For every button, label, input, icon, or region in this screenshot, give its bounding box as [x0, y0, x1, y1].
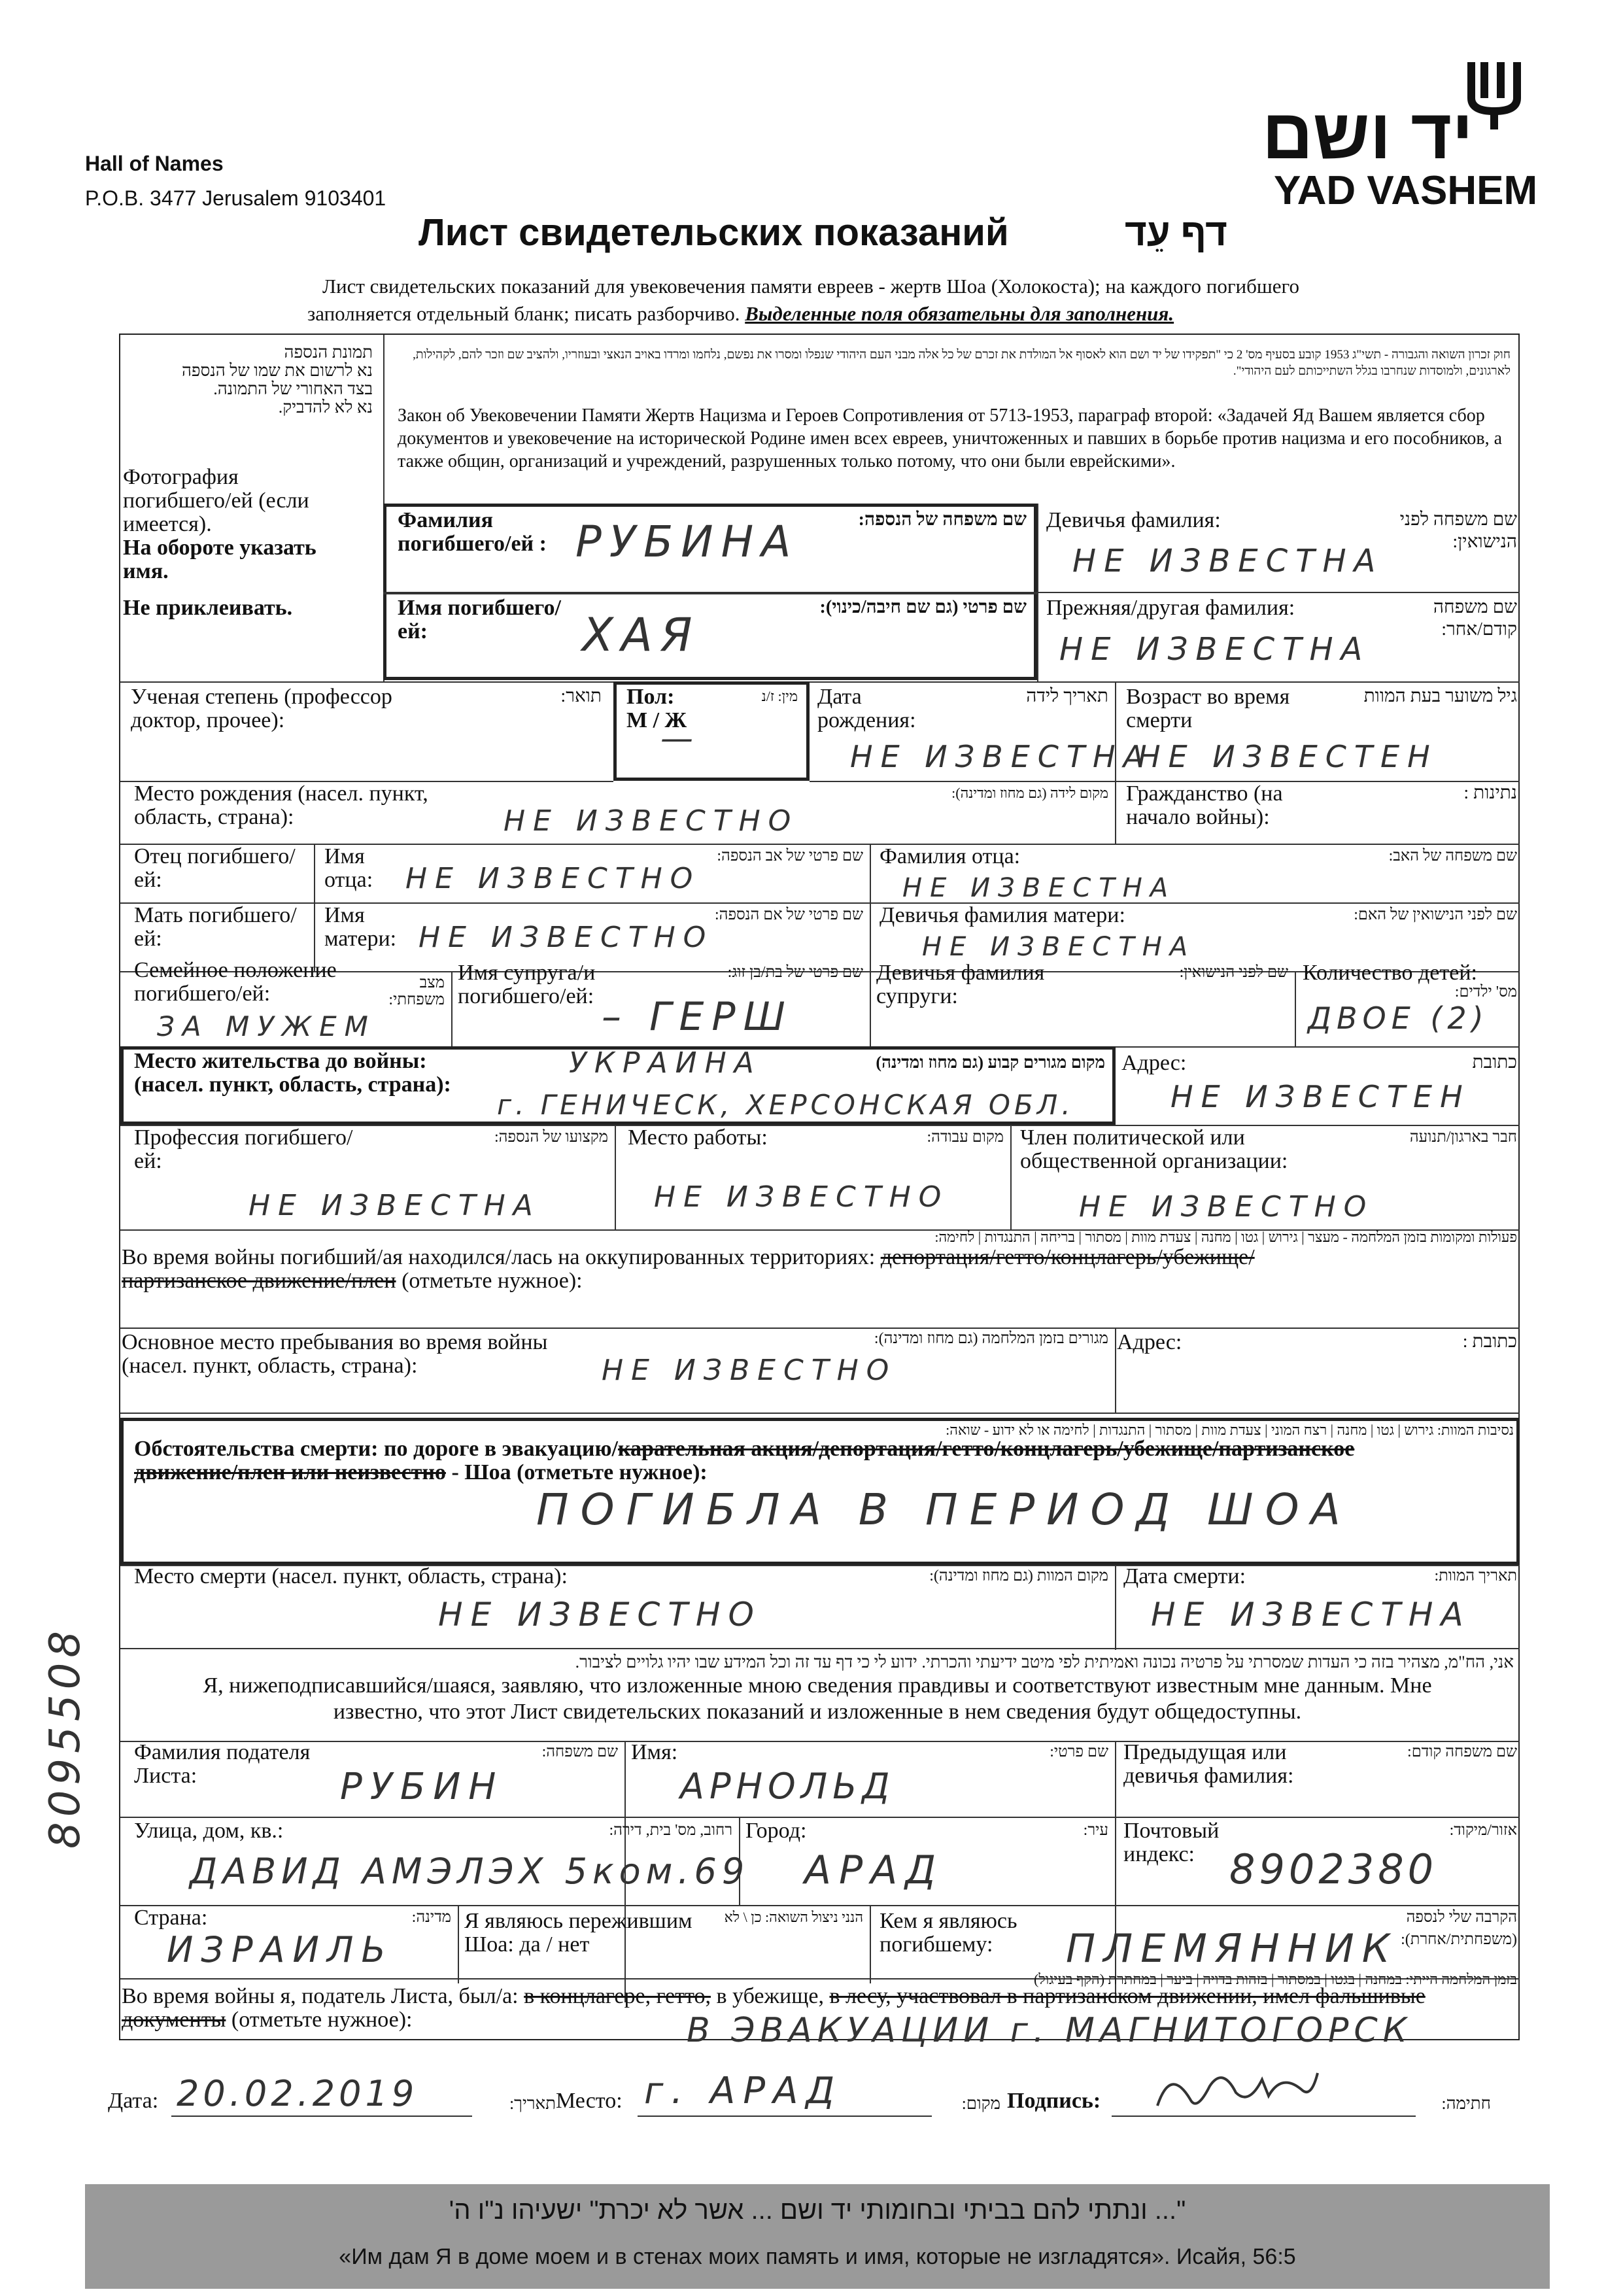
law-russian: Закон об Увековечении Памяти Жертв Нацизма и Героев Сопротивления от 5713-1953, параграф второй: «Задачей Яд Вашем является сбор документов и увековечение на исторической Родине имен всех евреев, уничтоженных и павших в борьбе против нацизма и его пособников, а также общин, организаций и учреждений, разрушенных только потому, что они были еврейскими». [398, 405, 1503, 471]
profession-value: НЕ ИЗВЕСТНА [248, 1189, 541, 1222]
sex-value: — [660, 719, 701, 757]
war-place-he: מגורים בזמן המלחמה (גם מחוז ומדינה): [874, 1330, 1108, 1347]
submitter-city-he: עיר: [1083, 1822, 1108, 1839]
divider [1115, 1328, 1116, 1413]
spouse-he: שם פרטי של בת/בן זוג: [727, 964, 863, 981]
photo-ru-2: погибшего/ей (если [123, 488, 309, 513]
death-circumstances-value: ПОГИБЛА В ПЕРИОД ШОА [536, 1484, 1352, 1535]
mother-maiden-he: שם לפני הנישואין של האם: [1354, 906, 1517, 923]
form-title-he: דף עֵד [1125, 211, 1227, 254]
address-he: כתובת [1472, 1052, 1517, 1072]
war-he: פעולות ומקומות בזמן המלחמה - מעצר | גירוש | גטו | מחנה | צעדת מוות | מסתור | בריחה | התנגדות | לחימה: [934, 1229, 1517, 1245]
workplace-he: מקום עבודה: [927, 1129, 1004, 1146]
residence-city: г. ГЕНИЧЕСК, ХЕРСОНСКАЯ ОБЛ. [497, 1089, 1074, 1121]
war-strike-2: партизанское движение/плен [122, 1269, 396, 1293]
divider [120, 1817, 1520, 1818]
submitter-prev-he: שם משפחה קודם: [1407, 1743, 1517, 1760]
birthplace-label: Место рождения (насел. пункт, область, страна): [134, 781, 428, 829]
divider [120, 1413, 1520, 1414]
victim-name-he: שם פרטי (גם שם חיבה/כינוי): [819, 597, 1027, 617]
divider [120, 681, 1520, 683]
sign-he: חתימה: [1441, 2094, 1491, 2113]
photo-instructions [123, 466, 378, 620]
submitter-street-label: Улица, дом, кв.: [134, 1819, 284, 1843]
war-text-2: (отметьте нужное): [401, 1269, 583, 1293]
divider [458, 1905, 459, 1983]
age-value: НЕ ИЗВЕСТЕН [1138, 739, 1438, 774]
submitter-war-label-3: (отметьте нужное): [231, 2008, 413, 2032]
address-value: НЕ ИЗВЕСТЕН [1170, 1079, 1471, 1114]
workplace-value: НЕ ИЗВЕСТНО [654, 1180, 949, 1214]
submitter-city-label: Город: [745, 1819, 807, 1843]
submitter-prev-label: Предыдущая или девичья фамилия: [1123, 1740, 1294, 1788]
submitter-war-label-2: в убежище, [716, 1984, 824, 2008]
war-address-label: Адрес: [1117, 1330, 1182, 1354]
mother-maiden-label: Девичья фамилия матери: [880, 903, 1125, 927]
victim-maiden-label: Девичья фамилия: [1046, 508, 1221, 532]
submitter-name-he: שם פרטי: [1050, 1743, 1108, 1760]
father-label: Отец погибшего/ей: [134, 844, 296, 892]
death-label-2: - Шоа (отметьте нужное): [445, 1460, 708, 1484]
divider [1037, 592, 1520, 593]
relation-value: ПЛЕМЯННИК [1066, 1926, 1398, 1972]
survivor-label: Я являюсь пережившим Шоа: да / нет [464, 1909, 692, 1957]
photo-ru-6: Не приклеивать. [123, 596, 293, 620]
victim-surname-value: РУБИНА [575, 517, 799, 567]
degree-label: Ученая степень (профессор доктор, прочее): [131, 685, 392, 732]
divider [615, 1125, 616, 1229]
subtitle-bold: Выделенные поля обязательны для заполнения. [745, 302, 1174, 325]
spouse-value: – ГЕРШ [602, 994, 793, 1040]
logo-english: YAD VASHEM [1274, 168, 1538, 213]
submitter-war-strike-2: в лесу, участвовал в партизанском движении, имел фальшивые документы [122, 1984, 1426, 2032]
survivor-he: הנני ניצול השואה: כן \ לא [724, 1909, 863, 1925]
signature-mark [1151, 2060, 1321, 2119]
sign-place-label: Место: [556, 2089, 623, 2113]
profession-he: מקצועו של הנספה: [494, 1129, 608, 1146]
victim-prev-value: НЕ ИЗВЕСТНА [1059, 631, 1371, 668]
sign-label: Подпись: [1007, 2089, 1101, 2113]
sign-date-value: 20.02.2019 [177, 2073, 419, 2114]
divider [314, 844, 315, 971]
dob-label: Дата рождения: [817, 685, 916, 732]
divider [1116, 1046, 1520, 1048]
margin-number: 8095508 [41, 1625, 90, 1849]
photo-ru-5: имя. [123, 559, 169, 583]
submitter-war-he: בזמן המלחמה הייתי: במחנה | בגטו | במסתור | בזהות בדויה | ביער | במחתרת (הקף בעיגול) [1034, 1971, 1517, 1987]
war-place-value: НЕ ИЗВЕСТНО [602, 1354, 897, 1387]
father-surname-he: שם משפחה של האב: [1388, 848, 1517, 865]
form-title-ru: Лист свидетельских показаний [419, 211, 1009, 254]
footer-he: "... ונתתי להם בביתי ובחומותי יד ושם ... אשר לא יכרת" ישעיהו נ"ו ה' [449, 2196, 1186, 2225]
citizenship-he: נתינות : [1463, 783, 1517, 803]
photo-hebrew [124, 343, 373, 417]
death-label-1: Обстоятельства смерти: по дороге в эвакуацию/ [134, 1437, 618, 1461]
victim-surname-he: שם משפחה של הנספה: [858, 509, 1027, 530]
workplace-label: Место работы: [628, 1125, 768, 1150]
declaration-ru: Я, нижеподписавшийся/шаяся, заявляю, что изложенные мною сведения правдивы и соответствуют известным мне данным. Мне известно, что этот Лист свидетельских показаний и изложенные в нем сведения будут общедоступны. [203, 1673, 1432, 1724]
org-he: חבר בארגון/תנועה [1409, 1129, 1517, 1146]
submitter-country-label: Страна: [134, 1906, 208, 1930]
death-date-he: תאריך המוות: [1434, 1568, 1517, 1585]
submitter-war-strike-1: в концлагере, гетто, [524, 1984, 711, 2008]
divider [451, 971, 453, 1046]
children-value: ДВОЕ (2) [1308, 1001, 1489, 1036]
mother-name-value: НЕ ИЗВЕСТНО [419, 921, 714, 954]
victim-prev-he: שם משפחה קודם/אחר: [1433, 597, 1517, 640]
death-he: נסיבות המוות: גירוש | גטו | מחנה | רצח המוני | צעדת מוות | מסתור | התנגדות | לחימה או לא ידוע - שואה: [946, 1422, 1514, 1438]
submitter-zip-value: 8902380 [1229, 1845, 1438, 1893]
mother-label: Мать погибшего/ей: [134, 903, 297, 951]
photo-he-4: נא לא להדביק. [278, 398, 373, 417]
mother-name-label: Имя матери: [324, 903, 397, 951]
citizenship-label: Гражданство (на начало войны): [1126, 781, 1283, 829]
divider [1115, 781, 1116, 844]
photo-he-2: נא לרשום את שמו של הנספה [181, 361, 373, 380]
photo-ru-3: имеется). [123, 512, 212, 536]
dob-he: תאריך לידה [1026, 686, 1108, 706]
death-strike-2: движение/плен или неизвестно [134, 1460, 446, 1484]
degree-he: תואר: [560, 686, 602, 706]
spouse-maiden-label: Девичья фамилия супруги: [876, 961, 1045, 1008]
submitter-name-label: Имя: [631, 1740, 678, 1764]
war-strike-1: депортация/гетто/концлагерь/убежище/ [880, 1245, 1255, 1269]
spouse-label: Имя супруга/и погибшего/ей: [458, 961, 596, 1008]
divider [1115, 1565, 1116, 1650]
victim-maiden-he: שם משפחה לפני הנישואין: [1399, 509, 1517, 552]
submitter-war-value: В ЭВАКУАЦИИ г. МАГНИТОГОРСК [687, 2011, 1412, 2050]
divider [870, 971, 871, 1046]
submitter-zip-label: Почтовый индекс: [1123, 1819, 1220, 1866]
yad-vashem-logo [1262, 59, 1576, 216]
sex-label: Пол: М / Ж [626, 685, 687, 732]
sex-he: מין: ז/נ [761, 688, 798, 704]
death-date-value: НЕ ИЗВЕСТНА [1151, 1596, 1471, 1634]
divider [383, 592, 1037, 594]
children-label: Количество детей: [1303, 961, 1477, 985]
submitter-street-value: ДАВИД АМЭЛЭХ 5ком.69 [190, 1851, 750, 1892]
photo-he-1: תמונת הנספה [284, 343, 373, 362]
death-place-label: Место смерти (насел. пункт, область, страна): [134, 1564, 568, 1588]
death-circumstances-label [134, 1437, 1514, 1484]
hall-of-names: Hall of Names [85, 152, 224, 175]
sign-place-he: מקום: [961, 2094, 1000, 2113]
photo-he-3: בצד האחורי של התמונה. [213, 379, 373, 398]
subtitle-text: заполняется отдельный бланк; писать разборчиво. [307, 302, 740, 325]
photo-ru-4: На обороте указать [123, 536, 316, 560]
divider [120, 1648, 1520, 1649]
marital-he: מצב משפחתי: [388, 974, 445, 1008]
mother-maiden-value: НЕ ИЗВЕСТНА [922, 932, 1196, 962]
birthplace-value: НЕ ИЗВЕСТНО [504, 804, 799, 838]
sign-date-label: Дата: [108, 2089, 159, 2113]
submitter-surname-he: שם משפחה: [541, 1743, 618, 1760]
war-place-label: Основное место пребывания во время войны (насел. пункт, область, страна): [122, 1330, 548, 1378]
death-strike-1: карательная акция/депортация/гетто/концлагерь/убежище/партизанское [617, 1437, 1355, 1461]
sign-date-line [171, 2116, 472, 2117]
sign-date-he: תאריך: [509, 2094, 556, 2113]
divider [1295, 971, 1296, 1046]
victim-maiden-value: НЕ ИЗВЕСТНА [1072, 543, 1384, 579]
sign-place-value: г. АРАД [644, 2070, 843, 2112]
mother-name-he: שם פרטי של אם הנספה: [714, 906, 863, 923]
relation-label: Кем я являюсь погибшему: [880, 1909, 1017, 1957]
relation-he: הקרבה שלי לנספה (משפחתית/אחרת): [1401, 1909, 1517, 1948]
victim-name-label: Имя погибшего/ей: [398, 596, 561, 643]
death-date-label: Дата смерти: [1123, 1564, 1246, 1588]
logo-hebrew: יד ושם [1262, 94, 1473, 173]
victim-prev-label: Прежняя/другая фамилия: [1046, 596, 1295, 620]
war-status [122, 1246, 1514, 1293]
war-text-1: Во время войны погибший/ая находился/лась на оккупированных территориях: [122, 1245, 876, 1269]
residence-he: מקום מגורים קבוע (גם מחוז ומדינה) [876, 1053, 1105, 1072]
declaration-he: אני, הח"מ, מצהיר בזה כי העדות שמסרתי על פרטיה נכונה ואמיתית לפי מיטב ידיעתי והכרתי. ידוע לי כי דף עד זה וכל המידע שבו יהיו גלויים לציבור. [575, 1653, 1514, 1671]
postal-address: P.O.B. 3477 Jerusalem 9103401 [85, 186, 386, 210]
victim-surname-label: Фамилия погибшего/ей : [398, 508, 547, 556]
submitter-zip-he: אזור/מיקוד: [1449, 1822, 1517, 1839]
divider [1010, 1125, 1012, 1229]
profession-label: Профессия погибшего/ей: [134, 1125, 353, 1173]
father-name-he: שם פרטי של אב הנספה: [717, 848, 863, 865]
submitter-name-value: АРНОЛЬД [680, 1766, 895, 1807]
age-he: גיל משוער בעת המוות [1363, 686, 1517, 706]
father-name-label: Имя отца: [324, 844, 373, 892]
death-place-value: НЕ ИЗВЕСТНО [438, 1596, 762, 1634]
death-place-he: מקום המוות (גם מחוז ומדינה): [929, 1568, 1108, 1585]
submitter-city-value: АРАД [804, 1847, 944, 1893]
footer-ru: «Им дам Я в доме моем и в стенах моих память и имя, которые не изгладятся». Исайя, 56:5 [339, 2244, 1296, 2269]
marital-value: ЗА МУЖЕМ [157, 1010, 376, 1042]
residence-label: Место жительства до войны: (насел. пункт, область, страна): [134, 1049, 451, 1097]
law-hebrew: חוק זכרון השואה והגבורה - תשי"ג 1953 קובע בסעיף מס' 2 כי "תפקידו של יד ושם הוא לאסוף אל המולדת את זכרם של כל אלה מבני העם היהודי שנפלו ומסרו את נפשם, נלחמו ומרדו באויב הנאצי ובעוזריו, ולהציב שם וזכר להם, לקהילות, לארגונים, ולמוסדות שנחרבו בגלל השתייכותם לעם היהודי". [413, 348, 1511, 378]
photo-ru-1: Фотография [123, 465, 239, 489]
form-subtitle-2 [307, 302, 1174, 326]
divider [870, 844, 871, 971]
submitter-street-he: רחוב, מס' בית, דירה: [609, 1822, 732, 1839]
victim-name-value: ХАЯ [582, 608, 700, 662]
father-surname-value: НЕ ИЗВЕСТНА [902, 873, 1176, 903]
father-surname-label: Фамилия отца: [880, 844, 1021, 868]
submitter-country-value: ИЗРАИЛЬ [167, 1929, 394, 1970]
war-address-he: כתובת : [1462, 1331, 1517, 1352]
dob-value: НЕ ИЗВЕСТНА [850, 739, 1152, 774]
submitter-surname-value: РУБИН [340, 1766, 504, 1808]
sign-place-line [638, 2116, 932, 2117]
org-label: Член политической или общественной организации: [1020, 1125, 1288, 1173]
address-label: Адрес: [1121, 1051, 1187, 1075]
footer-band [85, 2184, 1550, 2289]
form-subtitle-1: Лист свидетельских показаний для увековечения памяти евреев - жертв Шоа (Холокоста); на каждого погибшего [322, 275, 1299, 298]
logo-flame-icon [1465, 59, 1524, 131]
org-value: НЕ ИЗВЕСТНО [1079, 1190, 1375, 1224]
birthplace-he: מקום לידה (גם מחוז ומדינה): [951, 785, 1108, 801]
marital-label: Семейное положение погибшего/ей: [134, 958, 337, 1006]
residence-country: УКРАИНА [569, 1046, 762, 1080]
submitter-surname-label: Фамилия подателя Листа: [134, 1740, 311, 1788]
submitter-war-label-1: Во время войны я, податель Листа, был/а: [122, 1984, 519, 2008]
spouse-maiden-he: שם לפני הנישואין: [1179, 964, 1288, 981]
age-label: Возраст во время смерти [1126, 685, 1290, 732]
father-name-value: НЕ ИЗВЕСТНО [405, 862, 701, 895]
submitter-country-he: מדינה: [411, 1909, 451, 1926]
children-he: מס' ילדים: [1454, 984, 1517, 1001]
